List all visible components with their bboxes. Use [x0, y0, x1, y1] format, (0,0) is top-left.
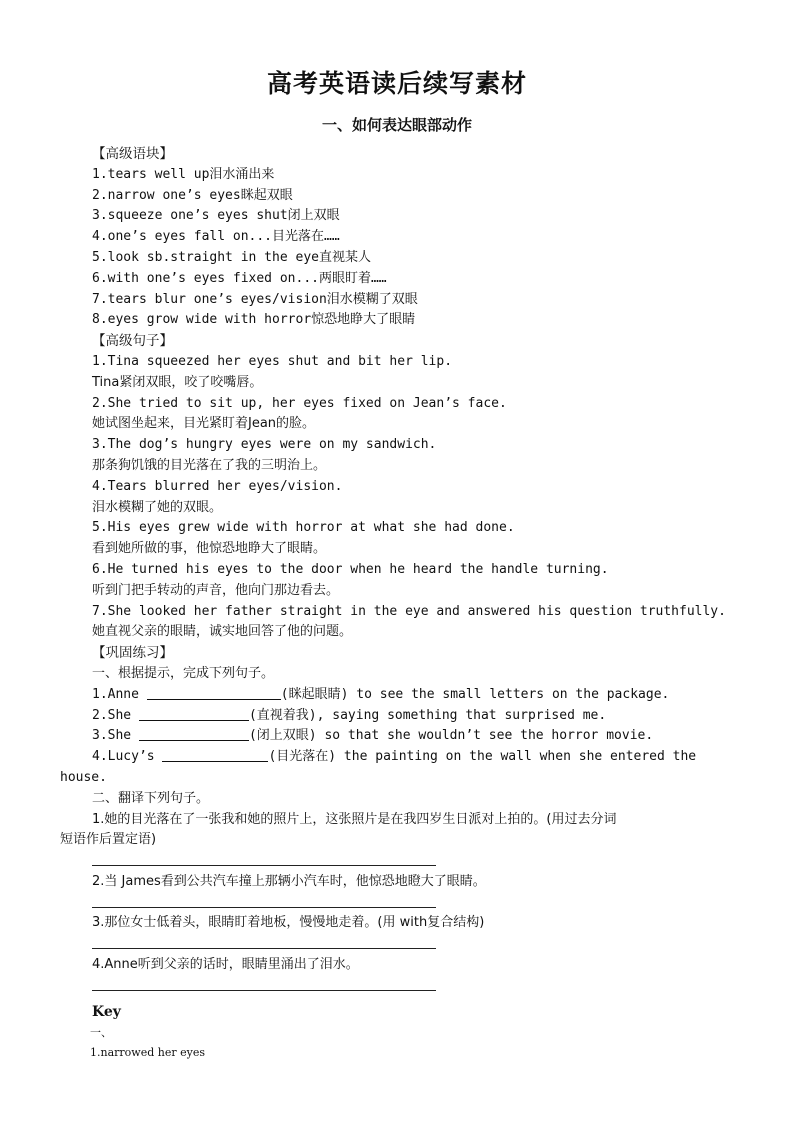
answer-line[interactable]: [0, 893, 794, 914]
answer-line[interactable]: [0, 851, 794, 872]
fill-hint: (闭上双眼): [248, 728, 317, 744]
fill-blank[interactable]: [147, 685, 281, 700]
sentence-cn: 她直视父亲的眼睛，诚实地回答了他的问题。: [92, 624, 353, 640]
sentence-cn: 她试图坐起来，目光紧盯着Jean的脸。: [92, 416, 316, 432]
document-body: [0, 144, 794, 1064]
chunk-item: 1.tears well up泪水涌出来: [92, 166, 275, 182]
sentence-cn: 看到她所做的事，他惊恐地睁大了眼睛。: [92, 541, 327, 557]
translate-item-1: 1.她的目光落在了一张我和她的照片上，这张照片是在我四岁生日派对上拍的。(用过去分词: [92, 811, 617, 827]
fill-item-2: [0, 706, 794, 727]
sentence-cn: 泪水模糊了她的双眼。: [92, 499, 223, 515]
fill-prefix: 2.She: [92, 707, 139, 723]
translate-item-4: 4.Anne听到父亲的话时，眼睛里涌出了泪水。: [92, 957, 359, 973]
sentences-heading: 【高级句子】: [92, 333, 173, 350]
chunk-item: 4.one’s eyes fall on...目光落在……: [92, 229, 340, 245]
sentence-cn: 听到门把手转动的声音，他向门那边看去。: [92, 582, 340, 598]
fill-suffix: , saying something that surprised me.: [316, 707, 607, 723]
key-part1: 一、: [90, 1025, 112, 1039]
fill-prefix: 3.She: [92, 728, 139, 744]
sentence-cn: 那条狗饥饿的目光落在了我的三明治上。: [92, 457, 327, 473]
fill-blank[interactable]: [139, 726, 249, 741]
chunk-item: 7.tears blur one’s eyes/vision泪水模糊了双眼: [92, 291, 418, 307]
fill-prefix: 1.Anne: [92, 686, 147, 702]
sentence-en: 6.He turned his eyes to the door when he heard the handle turning.: [92, 561, 609, 577]
answer-line[interactable]: [0, 976, 794, 997]
chunks-heading: 【高级语块】: [92, 146, 173, 162]
fill-suffix: so that she wouldn’t see the horror movie.: [316, 728, 654, 744]
translate-item-3: 3.那位女士低着头，眼睛盯着地板，慢慢地走着。(用 with复合结构): [92, 915, 485, 931]
page-title: 高考英语读后续写素材: [266, 69, 527, 98]
fill-hint: (直视着我): [248, 707, 317, 723]
practice-heading: 【巩固练习】: [92, 645, 173, 662]
fill-blank[interactable]: [162, 747, 268, 762]
fill-item-4-continuation: house.: [60, 769, 107, 785]
fill-hint: (目光落在): [268, 749, 337, 765]
sentence-en: 7.She looked her father straight in the eye and answered his question truthfully.: [92, 603, 726, 619]
translate-item-2: 2.当 James看到公共汽车撞上那辆小汽车时，他惊恐地瞪大了眼睛。: [92, 873, 486, 889]
sentence-en: 4.Tears blurred her eyes/vision.: [92, 478, 343, 494]
fill-item-1: [0, 685, 794, 706]
fill-suffix: the painting on the wall when she entered the: [336, 749, 697, 765]
fill-item-4: [0, 747, 794, 768]
sentence-en: 5.His eyes grew wide with horror at what she had done.: [92, 520, 515, 536]
sentence-en: 2.She tried to sit up, her eyes fixed on Jean’s face.: [92, 395, 507, 411]
fill-item-3: [0, 726, 794, 747]
fill-hint: (眯起眼睛): [280, 686, 349, 702]
key-heading: Key: [92, 1003, 121, 1020]
practice-part2-title: 二、翻译下列句子。: [92, 790, 210, 806]
sentence-cn: Tina紧闭双眼，咬了咬嘴唇。: [92, 374, 263, 390]
chunk-item: 3.squeeze one’s eyes shut闭上双眼: [92, 208, 340, 224]
chunk-item: 5.look sb.straight in the eye直视某人: [92, 249, 371, 265]
chunk-item: 2.narrow one’s eyes眯起双眼: [92, 187, 293, 203]
chunk-item: 8.eyes grow wide with horror惊恐地睁大了眼睛: [92, 312, 416, 328]
key-answer-1: 1.narrowed her eyes: [90, 1046, 205, 1060]
chunk-item: 6.with one’s eyes fixed on...两眼盯着……: [92, 270, 387, 286]
fill-suffix: to see the small letters on the package.: [348, 686, 670, 702]
fill-blank[interactable]: [139, 706, 249, 721]
sentence-en: 3.The dog’s hungry eyes were on my sandwich.: [92, 437, 437, 453]
sentence-en: 1.Tina squeezed her eyes shut and bit her lip.: [92, 353, 453, 369]
fill-prefix: 4.Lucy’s: [92, 749, 163, 765]
section-subtitle: 一、如何表达眼部动作: [321, 116, 472, 134]
translate-item-1-continuation: 短语作后置定语): [60, 832, 157, 848]
answer-line[interactable]: [0, 934, 794, 955]
practice-part1-title: 一、根据提示，完成下列句子。: [92, 665, 275, 681]
